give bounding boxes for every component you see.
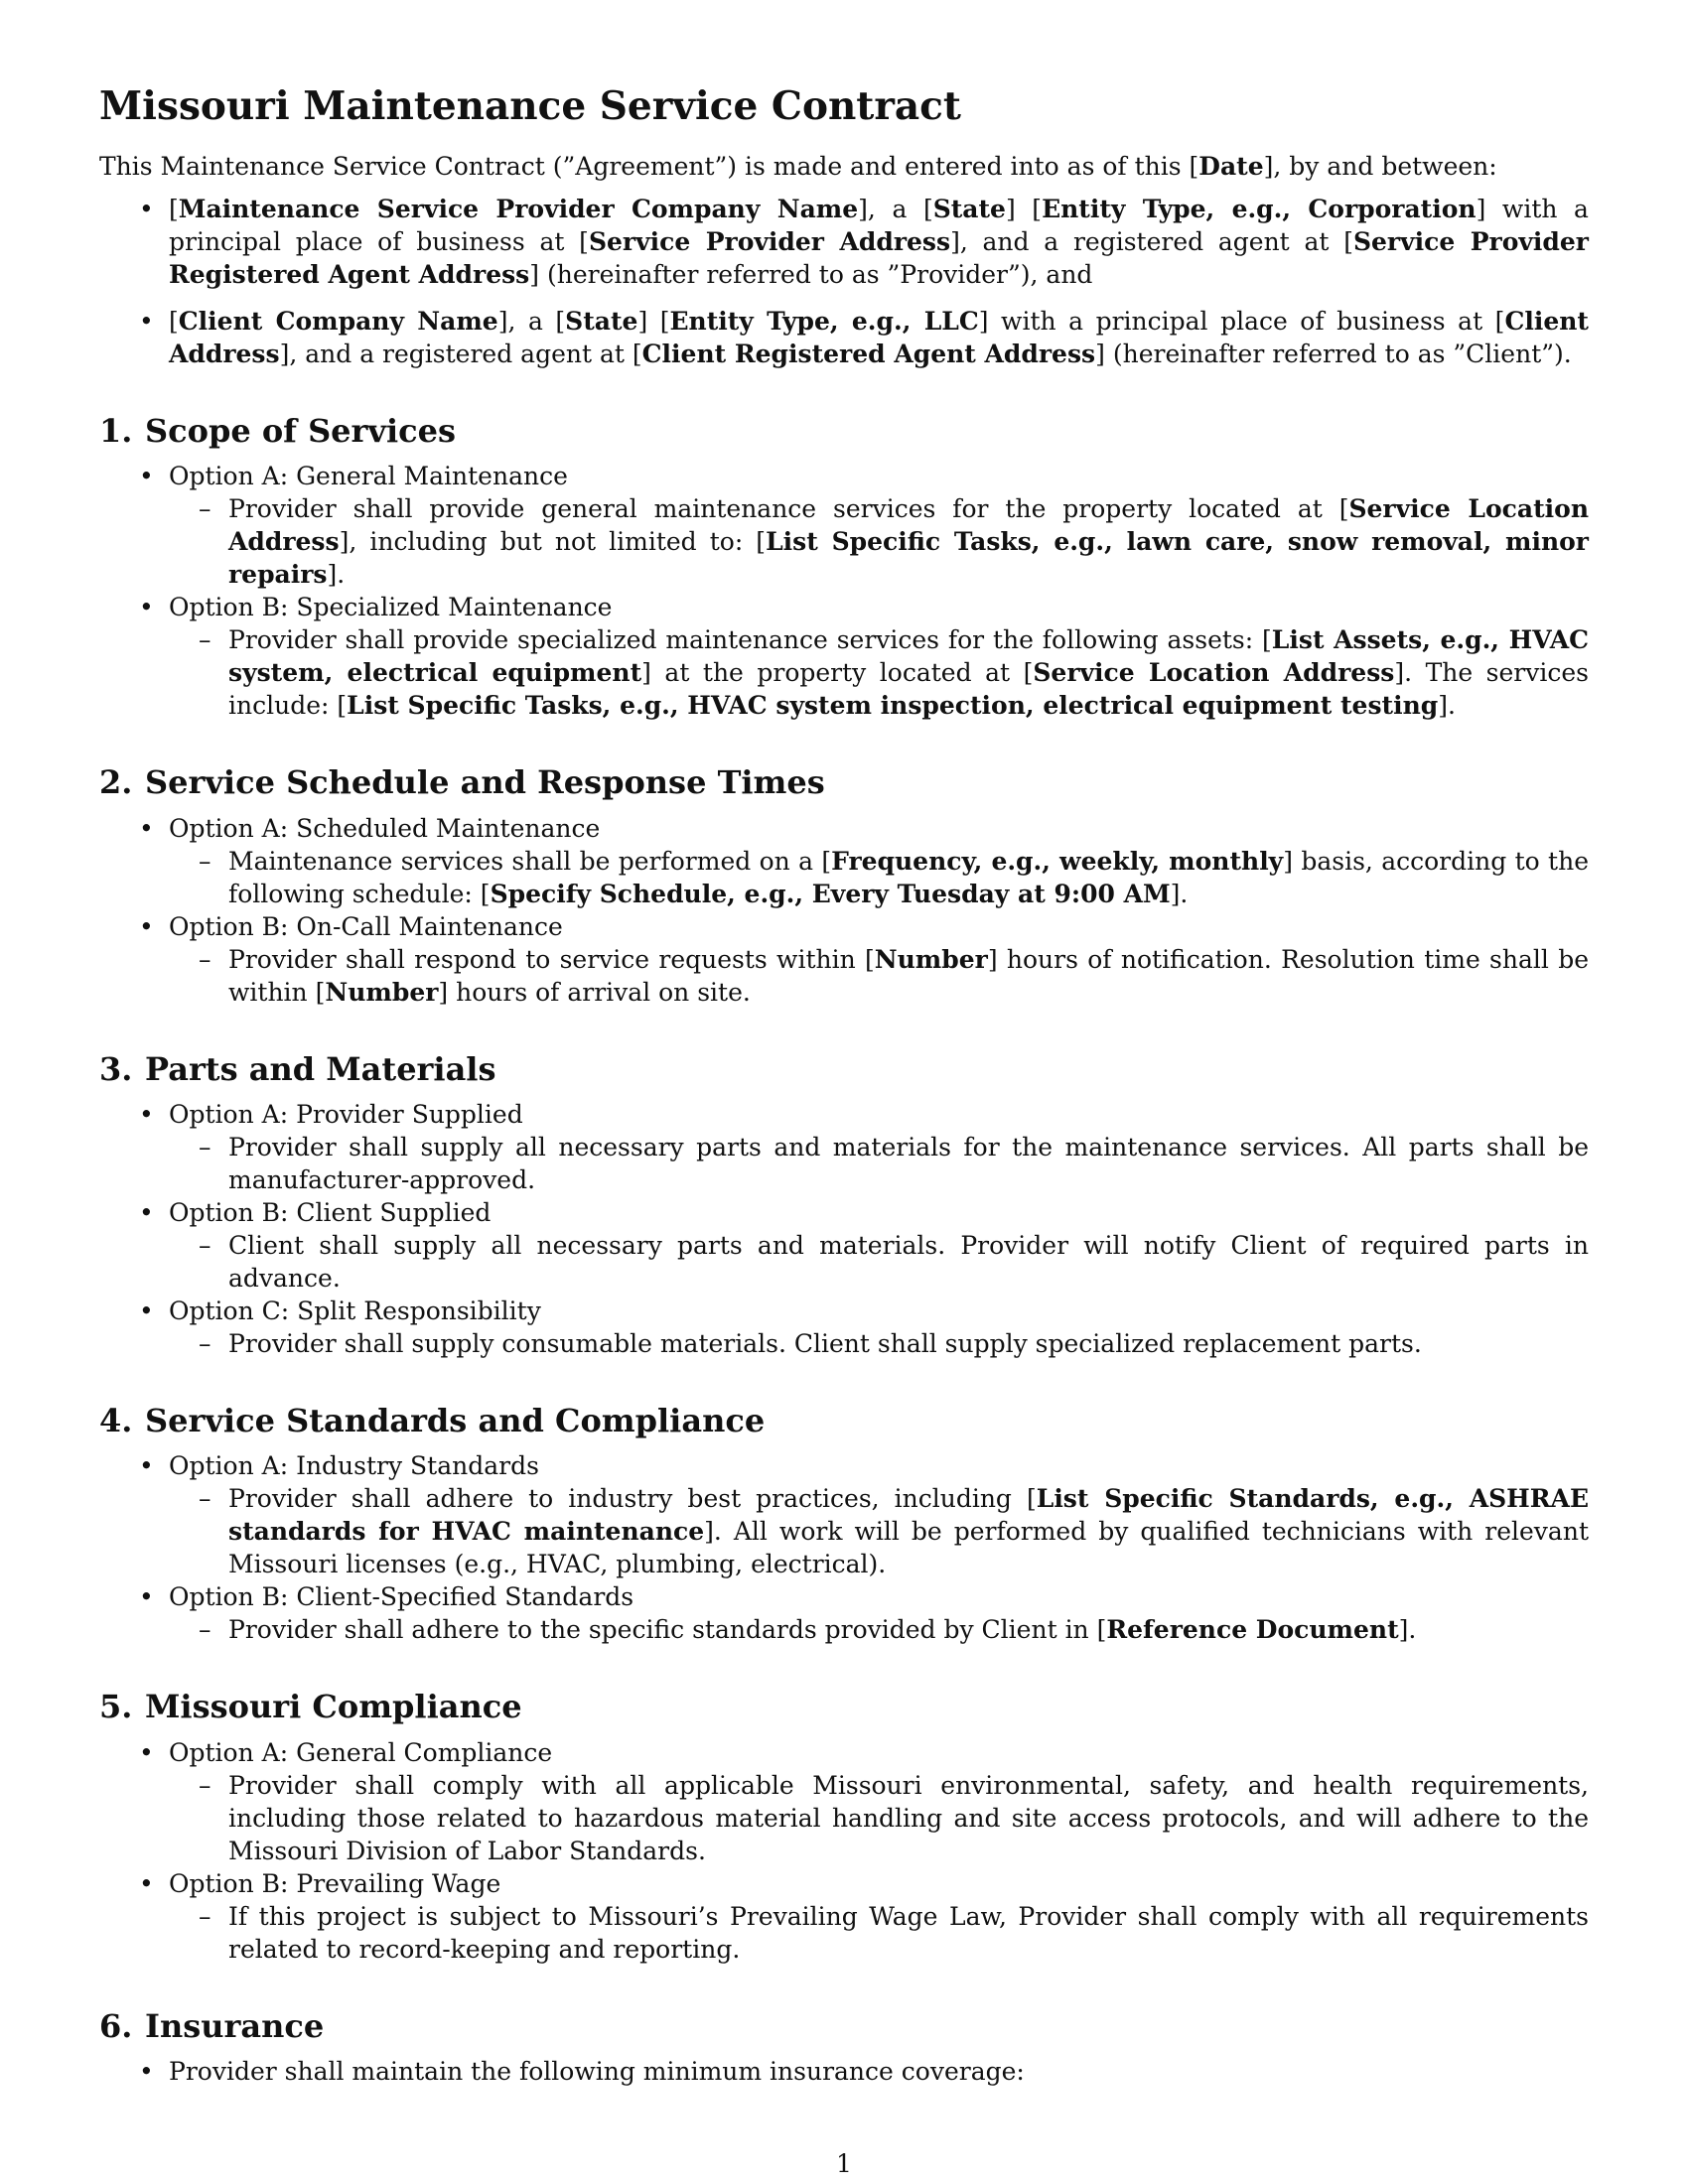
option-detail: – Provider shall adhere to industry best practices, including [List Specific Standards, e.g., ASHRAE standards for HVAC maintenance]. All work will be performed by qualified technicians with relevant Missouri licenses (e.g., HVAC, plumbing, electrical). — [169, 1482, 1589, 1580]
option-item: • Option C: Split Responsibility – Provider shall supply consumable materials. Client shall supply specialized replacement parts. — [99, 1295, 1589, 1360]
section-scope-of-services — [99, 412, 1589, 722]
option-item: • Option B: Prevailing Wage – If this project is subject to Missouri’s Prevailing Wage Law, Provider shall comply with all requirements related to record-keeping and reporting. — [99, 1867, 1589, 1966]
option-item: • Option A: Provider Supplied – Provider shall supply all necessary parts and materials for the maintenance services. All parts shall be manufacturer-approved. — [99, 1098, 1589, 1196]
section-heading: 2. Service Schedule and Response Times — [99, 763, 825, 802]
option-detail: – Maintenance services shall be performed on a [Frequency, e.g., weekly, monthly] basis, according to the following schedule: [Specify Schedule, e.g., Every Tuesday at 9:00 AM]. — [169, 845, 1589, 910]
date-placeholder: Date — [1198, 151, 1264, 181]
section-service-schedule — [99, 763, 1589, 1008]
option-detail: – Provider shall supply all necessary parts and materials for the maintenance services. All parts shall be manufacturer-approved. — [169, 1131, 1589, 1196]
section-parts-and-materials — [99, 1050, 1589, 1360]
option-item: • Option B: Client-Specified Standards – Provider shall adhere to the specific standards provided by Client in [Reference Document]. — [99, 1580, 1589, 1646]
section-missouri-compliance — [99, 1688, 1589, 1965]
option-detail: – Provider shall provide general maintenance services for the property located at [Service Location Address], including but not limited to: [List Specific Tasks, e.g., lawn care, snow removal, minor repairs]. — [169, 492, 1589, 591]
section-heading: 3. Parts and Materials — [99, 1049, 496, 1088]
option-item: • Option B: Specialized Maintenance – Provider shall provide specialized maintenance services for the following assets: [List Assets, e.g., HVAC system, electrical equipment] at the property located at [Service Location Address]. The services include: [List Specific Tasks, e.g., HVAC system inspection, electrical equipment testing]. — [99, 591, 1589, 722]
option-item: • Option A: Scheduled Maintenance – Maintenance services shall be performed on a [Frequency, e.g., weekly, monthly] basis, according to the following schedule: [Specify Schedule, e.g., Every Tuesday at 9:00 AM]. — [99, 812, 1589, 910]
option-detail: – Provider shall provide specialized maintenance services for the following assets: [List Assets, e.g., HVAC system, electrical equipment] at the property located at [Service Location Address]. The services include: [List Specific Tasks, e.g., HVAC system inspection, electrical equipment testing]. — [169, 623, 1589, 722]
section-insurance — [99, 2007, 1589, 2088]
party-provider: • [Maintenance Service Provider Company Name], a [State] [Entity Type, e.g., Corporation] with a principal place of business at [Service Provider Address], and a registered agent at [Service Provider Registered Agent Address] (hereinafter referred to as ”Provider”), and — [99, 193, 1589, 291]
section-heading: 4. Service Standards and Compliance — [99, 1401, 766, 1439]
option-detail: – Provider shall adhere to the specific standards provided by Client in [Reference Document]. — [169, 1613, 1589, 1646]
document-page — [99, 83, 1589, 2088]
parties-list — [99, 193, 1589, 370]
option-detail: – Provider shall supply consumable materials. Client shall supply specialized replacement parts. — [169, 1327, 1589, 1360]
page-number: 1 — [836, 2149, 852, 2178]
option-item: • Option A: General Compliance – Provider shall comply with all applicable Missouri environmental, safety, and health requirements, including those related to hazardous material handling and site access protocols, and will adhere to the Missouri Division of Labor Standards. — [99, 1736, 1589, 1867]
option-detail: – If this project is subject to Missouri’s Prevailing Wage Law, Provider shall comply with all requirements related to record-keeping and reporting. — [169, 1900, 1589, 1966]
section-service-standards — [99, 1402, 1589, 1646]
section-heading: 6. Insurance — [99, 2006, 325, 2045]
option-item: • Option A: General Maintenance – Provider shall provide general maintenance services for the property located at [Service Location Address], including but not limited to: [List Specific Tasks, e.g., lawn care, snow removal, minor repairs]. — [99, 460, 1589, 591]
option-detail: – Client shall supply all necessary parts and materials. Provider will notify Client of required parts in advance. — [169, 1229, 1589, 1295]
party-client: • [Client Company Name], a [State] [Entity Type, e.g., LLC] with a principal place of business at [Client Address], and a registered agent at [Client Registered Agent Address] (hereinafter referred to as ”Client”). — [99, 305, 1589, 370]
option-item: • Option B: On-Call Maintenance – Provider shall respond to service requests within [Number] hours of notification. Resolution time shall be within [Number] hours of arrival on site. — [99, 910, 1589, 1009]
section-heading: 5. Missouri Compliance — [99, 1688, 522, 1726]
intro-paragraph: This Maintenance Service Contract (”Agreement”) is made and entered into as of this [Date], by and between: — [99, 151, 1497, 181]
option-item: • Option A: Industry Standards – Provider shall adhere to industry best practices, including [List Specific Standards, e.g., ASHRAE standards for HVAC maintenance]. All work will be performed by qualified technicians with relevant Missouri licenses (e.g., HVAC, plumbing, electrical). — [99, 1449, 1589, 1580]
option-item: • Option B: Client Supplied – Client shall supply all necessary parts and materials. Provider will notify Client of required parts in advance. — [99, 1196, 1589, 1295]
section-heading: 1. Scope of Services — [99, 411, 456, 450]
option-detail: – Provider shall comply with all applicable Missouri environmental, safety, and health requirements, including those related to hazardous material handling and site access protocols, and will adhere to the Missouri Division of Labor Standards. — [169, 1769, 1589, 1867]
option-item: • Provider shall maintain the following minimum insurance coverage: — [99, 2055, 1589, 2088]
option-detail: – Provider shall respond to service requests within [Number] hours of notification. Resolution time shall be within [Number] hours of arrival on site. — [169, 943, 1589, 1009]
page-title: Missouri Maintenance Service Contract — [99, 83, 961, 129]
